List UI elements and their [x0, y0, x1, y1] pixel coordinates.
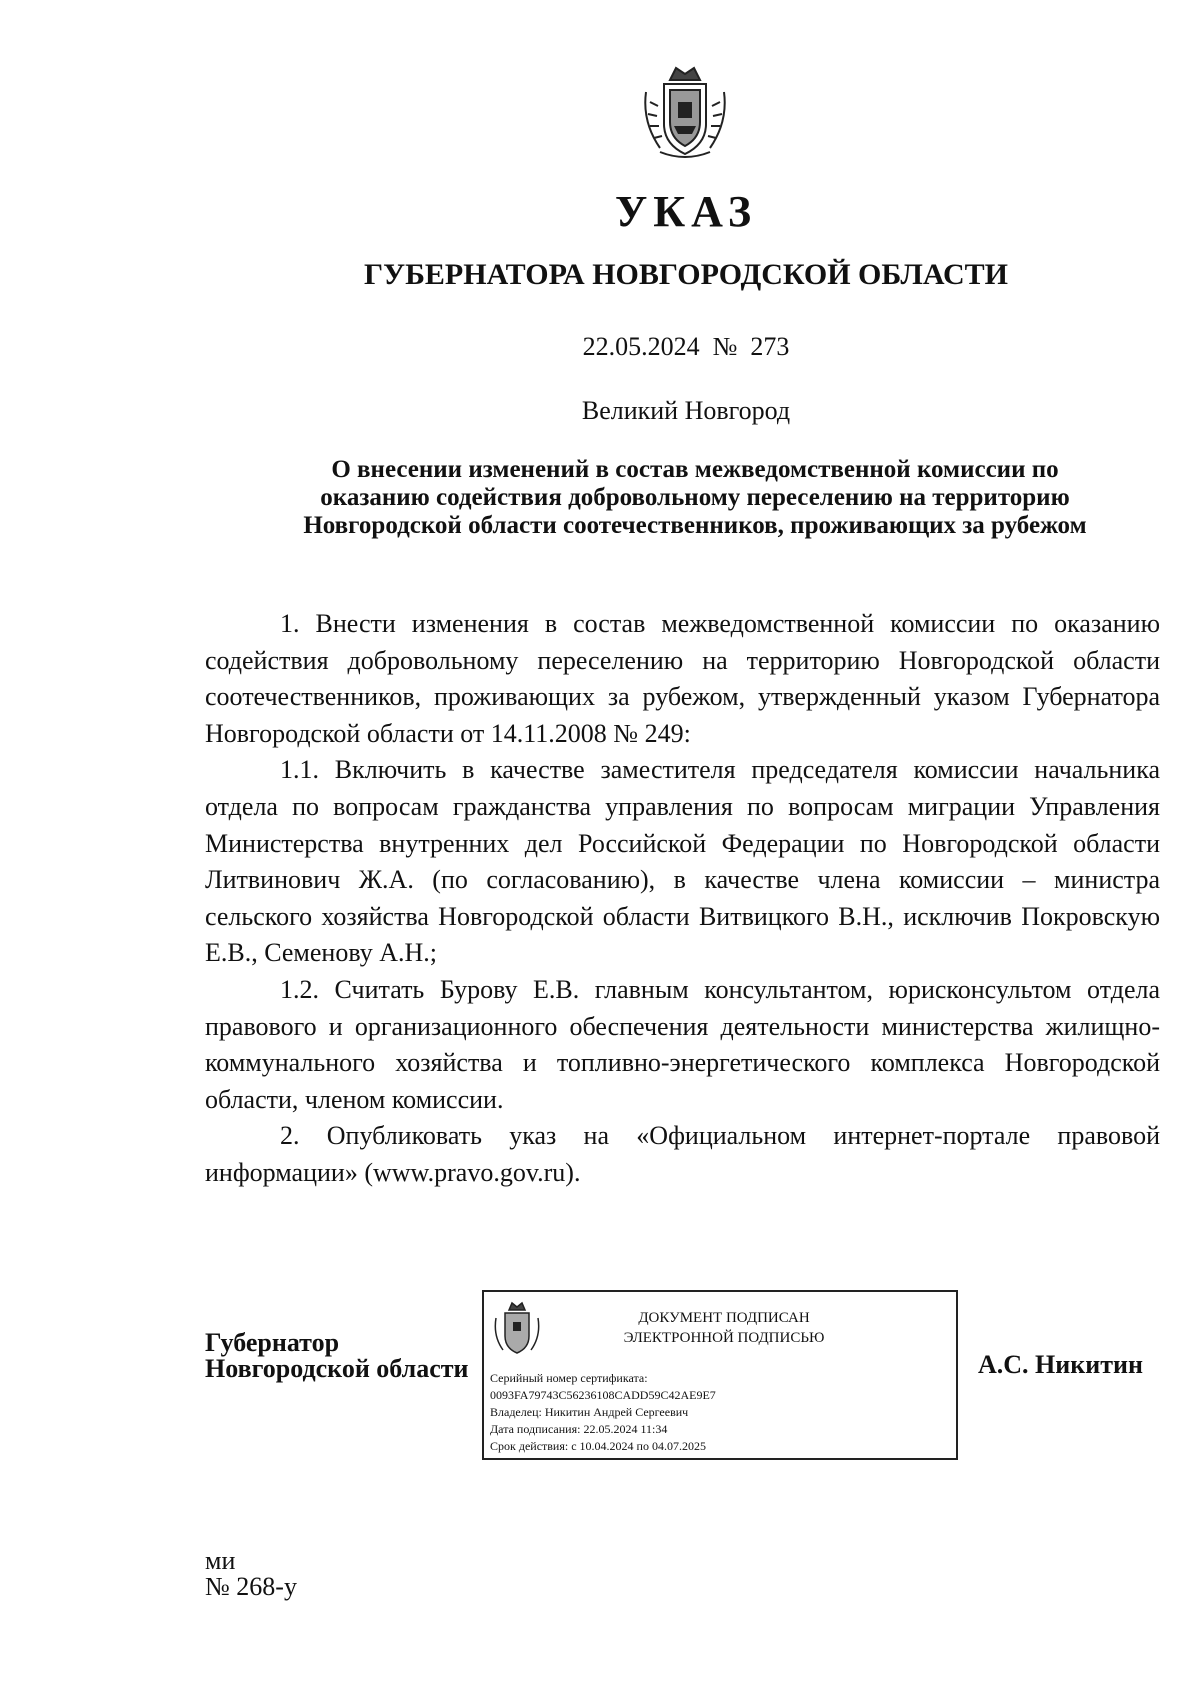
heading-line-1: О внесении изменений в состав межведомственной комиссии по — [331, 456, 1059, 483]
document-number: 273 — [750, 332, 790, 361]
stamp-header-line-1: ДОКУМЕНТ ПОДПИСАН — [638, 1310, 810, 1326]
signatory-title-line-1: Губернатор — [205, 1328, 340, 1357]
stamp-serial-number: 0093FA79743C56236108CADD59C42AE9E7 — [490, 1388, 716, 1402]
electronic-signature-stamp — [482, 1290, 958, 1460]
stamp-header-line-2: ЭЛЕКТРОННОЙ ПОДПИСЬЮ — [623, 1330, 825, 1346]
stamp-owner: Владелец: Никитин Андрей Сергеевич — [490, 1405, 689, 1419]
paragraph-1: 1. Внести изменения в состав межведомственной комиссии по оказанию содействия добровольному переселению на территорию Новгородской области соотечественников, проживающих за рубежом, утвержденный указом Губернатора Новгородской области от 14.11.2008 № 249: — [205, 609, 1160, 748]
signatory-title — [205, 1330, 469, 1382]
date-number-line — [0, 332, 1200, 362]
document-subtitle: ГУБЕРНАТОРА НОВГОРОДСКОЙ ОБЛАСТИ — [363, 258, 1009, 291]
paragraph-2: 2. Опубликовать указ на «Официальном интернет-портале правовой информации» (www.pravo.gov.ru). — [205, 1121, 1160, 1187]
document-body — [205, 606, 1160, 1192]
stamp-validity: Срок действия: с 10.04.2024 по 04.07.2025 — [490, 1439, 706, 1453]
signatory-name: А.С. Никитин — [978, 1350, 1143, 1379]
document-heading — [210, 456, 1180, 540]
stamp-serial-label: Серийный номер сертификата: — [490, 1371, 648, 1385]
coat-of-arms-emblem — [640, 62, 730, 162]
document-title: УКАЗ — [614, 187, 758, 236]
signatory-title-line-2: Новгородской области — [205, 1354, 469, 1383]
heading-line-3: Новгородской области соотечественников, проживающих за рубежом — [303, 512, 1087, 539]
heading-line-2: оказанию содействия добровольному переселению на территорию — [320, 484, 1070, 511]
stamp-emblem-icon — [492, 1300, 542, 1358]
footer-initials: ми — [205, 1546, 236, 1575]
footer-registration — [205, 1548, 297, 1600]
city-name: Великий Новгород — [581, 396, 791, 425]
stamp-details — [490, 1370, 716, 1455]
stamp-signed-date: Дата подписания: 22.05.2024 11:34 — [490, 1422, 668, 1436]
document-date: 22.05.2024 — [582, 332, 700, 361]
paragraph-1-2: 1.2. Считать Бурову Е.В. главным консультантом, юрисконсультом отдела правового и организационного обеспечения деятельности министерства жилищно-коммунального хозяйства и топливно-энергетического комплекса Новгородской области, членом комиссии. — [205, 974, 1160, 1114]
number-sign: № — [712, 332, 738, 361]
stamp-header — [574, 1308, 874, 1348]
paragraph-1-1: 1.1. Включить в качестве заместителя председателя комиссии начальника отдела по вопросам гражданства управления по вопросам миграции Управления Министерства внутренних дел Российской Федерации по Новгородской области Литвинович Ж.А. (по согласованию), в качестве члена комиссии – министра сельского хозяйства Новгородской области Витвицкого В.Н., исключив Покровскую Е.В., Семенову А.Н.; — [205, 755, 1160, 968]
footer-reg-number: № 268-у — [205, 1572, 297, 1601]
